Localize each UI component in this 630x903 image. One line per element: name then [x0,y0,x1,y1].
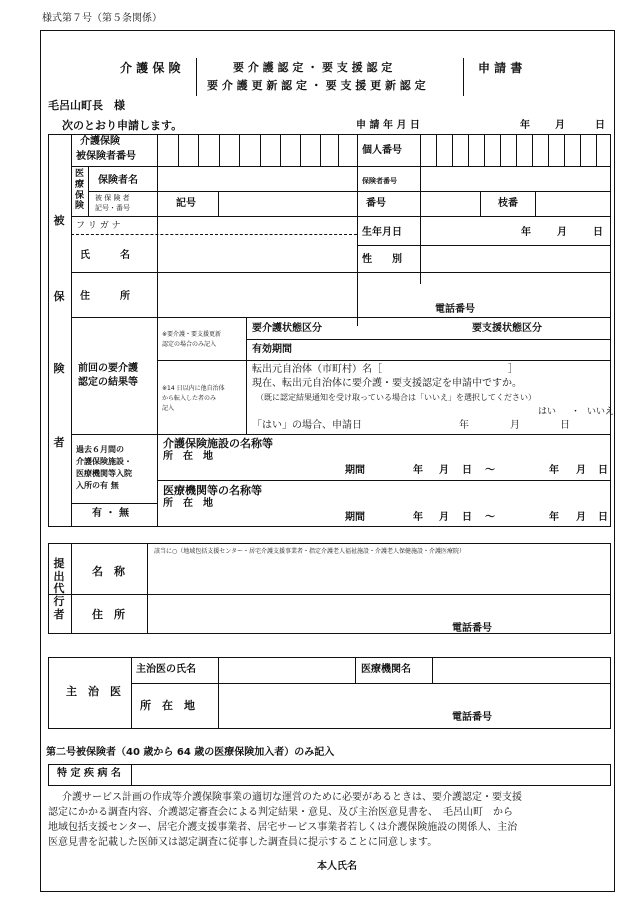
med-from-month: 月 [439,512,449,523]
disease-row [48,764,611,786]
disease-label: 特 定 疾 病 名 [57,768,121,779]
submitter-address-label: 住 所 [92,608,125,621]
support-level-label: 要支援状態区分 [472,323,542,334]
care-facility-label: 介護保険施設の名称等 [163,437,273,450]
phone-label: 電話番号 [435,304,475,315]
med-from-day: 日 [462,512,472,523]
consent-line4: 医意見書を記載した医師又は認定調査に従事した調査員に提示することに同意します。 [48,837,438,848]
submitter-side-label [52,558,66,621]
submitter-table [48,543,611,634]
prev-year: 年 [459,420,469,431]
med-to-year: 年 [549,512,559,523]
transfer-note-3: 記入 [162,405,175,412]
app-day: 日 [595,120,605,131]
app-year: 年 [520,120,530,131]
title-line2: 要 介 護 更 新 認 定 ・ 要 支 援 更 新 認 定 [207,79,426,92]
title-left: 介 護 保 険 [120,61,181,75]
submitter-phone-label: 電話番号 [452,623,492,634]
renewal-note-2: 認定の場合のみ記入 [162,341,217,348]
care-period-label: 期間 [345,465,365,476]
transfer-line2: 現在、転出元自治体に要介護・要支援認定を申請中ですか。 [252,378,522,389]
if-yes-text: 「はい」の場合、申請日 [252,420,362,431]
form-number: 様式第７号（第５条関係） [42,13,162,24]
consent-line2: 認定にかかる調査内容、介護認定審査会による判定結果・意見、及び主治医意見書を、 毛呂山町 から [48,807,513,818]
submitter-note: 該当に○（地域包括支援センター・居宅介護支援事業者・指定介護老人福祉施設・介護老人保健施設・介護医療院） [154,548,465,555]
physician-phone-label: 電話番号 [452,712,492,723]
medical-char: 医 [75,169,85,179]
medical-char: 険 [75,201,85,212]
transfer-note-2: から転入した者のみ [162,395,217,402]
prev-month: 月 [510,420,520,431]
facility-history-label: 過去６月間の [76,445,124,454]
symbol-no-label: 被 保 険 者 [95,194,130,202]
med-tilde: ～ [485,512,495,523]
application-date-label: 申 請 年 月 日 [356,120,420,131]
transfer-note: ※14 日以内に他自治体 [162,385,225,392]
intro-text: 次のとおり申請します。 [62,119,183,132]
med-to-month: 月 [576,512,586,523]
insurer-no-label: 保険者番号 [362,177,397,185]
addressee: 毛呂山町長 様 [48,99,125,112]
consent-line1: 介護サービス計画の作成等介護保険事業の適切な運営のために必要があるときは、要介護認定・要支援 [62,792,522,803]
care-from-day: 日 [462,465,472,476]
medical-char: 保 [75,190,85,201]
med-to-day: 日 [598,512,608,523]
care-from-month: 月 [439,465,449,476]
birth-month: 月 [557,227,567,238]
care-from-year: 年 [413,465,423,476]
valid-period-label: 有効期間 [252,344,292,355]
yes-no-dot: ・ [571,407,581,417]
branch-label: 枝番 [498,198,518,209]
birth-label: 生年月日 [362,227,402,238]
care-level-label: 要介護状態区分 [252,323,322,334]
facility-history-label-2: 介護保険施設・ [76,457,132,466]
furigana-label: フ リ ガ ナ [76,221,121,231]
renewal-note: ※要介護・要支援更新 [162,331,222,338]
med-from-year: 年 [413,512,423,523]
facility-history-label-3: 医療機関等入院 [76,469,132,478]
care-tilde: ～ [485,465,495,476]
side-char: 者 [53,436,65,449]
no-option[interactable]: いいえ [587,407,615,417]
physician-label: 主 治 医 [66,685,121,698]
birth-day: 日 [593,227,603,238]
medical-facility-location: 所 在 地 [163,498,213,509]
address-label: 住 所 [80,291,130,302]
physician-location-label: 所 在 地 [140,699,195,712]
number-label: 番号 [366,198,386,209]
symbol-no-label-2: 記号・番号 [95,204,130,212]
side-char: 険 [53,362,65,375]
care-to-month: 月 [576,465,586,476]
symbol-label: 記号 [176,198,196,209]
facility-history-label-4: 入所の有 無 [76,481,119,490]
yes-option[interactable]: はい [538,407,557,417]
transfer-bracket: ］ [508,364,518,375]
submitter-char: 提 [53,557,65,570]
sex-label: 性 別 [362,254,402,265]
insurer-name-label: 保険者名 [98,175,138,186]
insurance-no-label-2: 被保険者番号 [76,151,136,162]
physician-institution-label: 医療機関名 [361,664,411,675]
submitter-name-label: 名 称 [92,565,125,578]
physician-table [48,657,611,729]
medical-char: 療 [75,179,85,190]
insured-side-label [52,214,66,228]
transfer-line1: 転出元自治体（市町村）名［ [252,364,382,375]
submitter-char: 出 [53,569,65,583]
medical-facility-label: 医療機関等の名称等 [163,484,262,497]
care-to-year: 年 [549,465,559,476]
prev-day: 日 [560,420,570,431]
physician-name-label: 主治医の氏名 [136,664,196,675]
signature-label: 本人氏名 [317,861,357,872]
title-line1: 要 介 護 認 定 ・ 要 支 援 認 定 [233,61,393,74]
medical-period-label: 期間 [345,512,365,523]
previous-label: 前回の要介護 [78,363,138,374]
birth-year: 年 [521,227,531,238]
consent-line3: 地域包括支援センター、居宅介護支援事業者、居宅サービス事業者若しくは介護保険施設の関係人、主治 [48,822,518,833]
side-char: 被 [53,214,65,227]
previous-label-2: 認定の結果等 [78,377,138,388]
submitter-char: 者 [53,607,65,621]
insurance-no-label: 介護保険 [80,136,120,147]
facility-yes-no[interactable]: 有 ・ 無 [92,508,129,519]
transfer-line3: （既に認定結果通知を受け取っている場合は「いいえ」を選択してください） [256,393,536,402]
care-facility-location: 所 在 地 [163,451,213,462]
app-month: 月 [555,120,565,131]
submitter-char: 行 [53,594,65,608]
name-label: 氏 名 [80,250,130,261]
side-char: 保 [53,290,65,303]
second-insured-heading: 第二号被保険者（40 歳から 64 歳の医療保険加入者）のみ記入 [46,747,335,758]
submitter-char: 代 [53,582,65,596]
care-to-day: 日 [598,465,608,476]
title-right: 申 請 書 [478,61,523,75]
personal-no-label: 個人番号 [362,145,402,156]
medical-label [75,169,87,212]
